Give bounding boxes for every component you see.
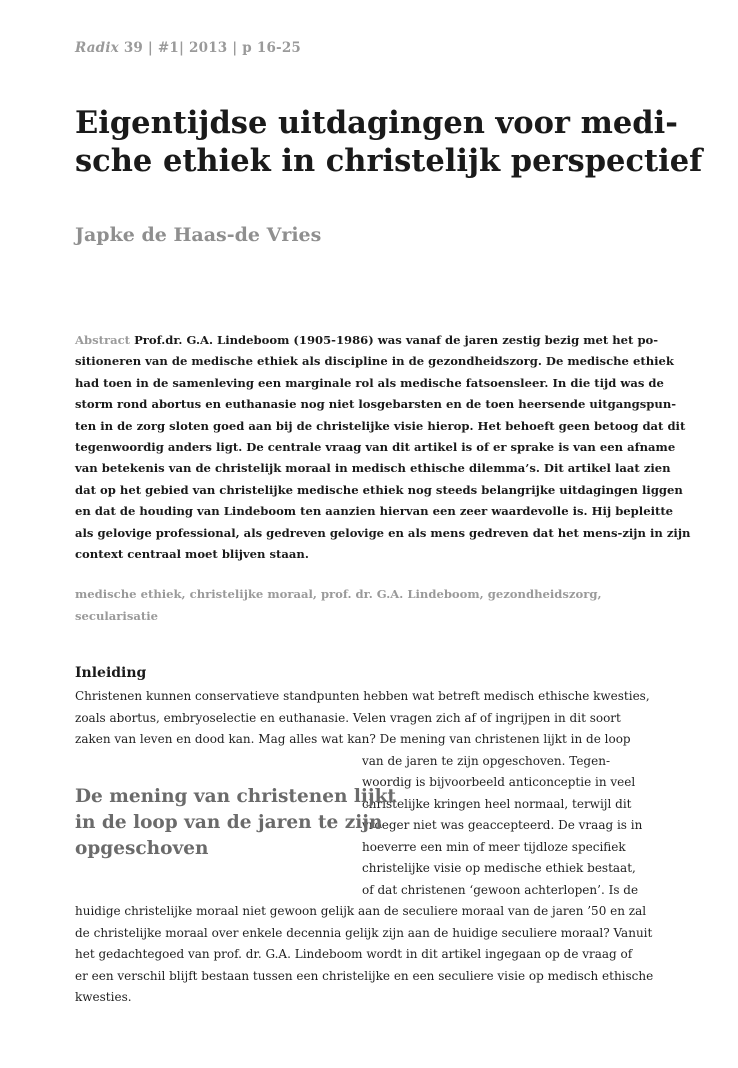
abstract-line: van betekenis van de christelijk moraal in medisch ethische dilemma’s. Dit artikel laat zien [75,461,671,476]
body-line: vroeger niet was geaccepteerd. De vraag is in [362,818,643,832]
body-line: van de jaren te zijn opgeschoven. Tegen- [362,753,610,768]
pull-quote [75,784,396,862]
abstract-line: ten in de zorg sloten goed aan bij de christelijke visie hierop. Het behoeft geen betoog dat dit [75,418,686,433]
body-line: er een verschil blijft bestaan tussen een christelijke en een seculiere visie op medisch ethische [75,968,654,983]
body-line: kwesties. [75,990,132,1004]
body-line: zaken van leven en dood kan. Mag alles wat kan? De mening van christenen lijkt in de loop [75,732,631,746]
abstract-line: sitioneren van de medische ethiek als discipline in de gezondheidszorg. De medische ethiek [75,354,674,369]
body-line: huidige christelijke moraal niet gewoon gelijk aan de seculiere moraal van de jaren ’50 en zal [75,904,647,918]
title-line: sche ethiek in christelijk perspectief [75,143,703,179]
abstract-line: dat op het gebied van christelijke medische ethiek nog steeds belangrijke uitdagingen liggen [75,482,683,497]
author-name: Japke de Haas-de Vries [75,224,322,246]
section-heading: Inleiding [75,665,147,681]
abstract-line: storm rond abortus en euthanasie nog niet losgebarsten en de toen heersende uitgangspun- [75,397,677,412]
issue-info: 39 | #1| 2013 | p 16-25 [123,40,302,56]
abstract-line: context centraal moet blijven staan. [75,546,309,561]
body-line: de christelijke moraal over enkele decennia gelijk zijn aan de huidige seculiere moraal? Vanuit [75,925,653,940]
body-line: woordig is bijvoorbeeld anticonceptie in veel [362,775,636,789]
journal-name: Radix [75,40,119,56]
abstract-line: tegenwoordig anders ligt. De centrale vraag van dit artikel is of er sprake is van een afname [75,439,676,454]
keywords-line: secularisatie [75,608,158,623]
abstract-label: Abstract [75,333,131,347]
title-line: Eigentijdse uitdagingen voor medi- [75,105,678,141]
pull-quote-line: opgeschoven [75,838,209,859]
abstract-line: als gelovige professional, als gedreven gelovige en als mens gedreven dat het mens-zijn in zijn [75,525,691,540]
running-header [75,40,301,56]
article-title [75,104,703,180]
keywords-line: medische ethiek, christelijke moraal, prof. dr. G.A. Lindeboom, gezondheidszorg, [75,587,602,601]
body-line: Christenen kunnen conservatieve standpunten hebben wat betreft medisch ethische kwesties, [75,689,650,703]
pull-quote-line: in de loop van de jaren te zijn [75,812,383,833]
body-line: of dat christenen ‘gewoon achterlopen’. Is de [362,882,639,897]
abstract-line [75,330,659,351]
body-line: zoals abortus, embryoselectie en euthanasie. Velen vragen zich af of ingrijpen in dit soort [75,710,621,725]
abstract-line: had toen in de samenleving een marginale rol als medische fatsoensleer. In die tijd was de [75,375,664,390]
abstract [75,330,691,565]
body-line: hoeverre een min of meer tijdloze specifiek [362,839,626,854]
keywords [75,584,630,627]
abstract-line: en dat de houding van Lindeboom ten aanzien hiervan een zeer waardevolle is. Hij bepleitte [75,504,674,519]
body-line: het gedachtegoed van prof. dr. G.A. Lindeboom wordt in dit artikel ingegaan op de vraag of [75,947,633,961]
body-line: christelijke visie op medische ethiek bestaat, [362,861,636,875]
abstract-text: Prof.dr. G.A. Lindeboom (1905-1986) was vanaf de jaren zestig bezig met het po- [134,333,659,347]
pull-quote-line: De mening van christenen lijkt [75,786,396,807]
body-line: christelijke kringen heel normaal, terwijl dit [362,796,632,811]
